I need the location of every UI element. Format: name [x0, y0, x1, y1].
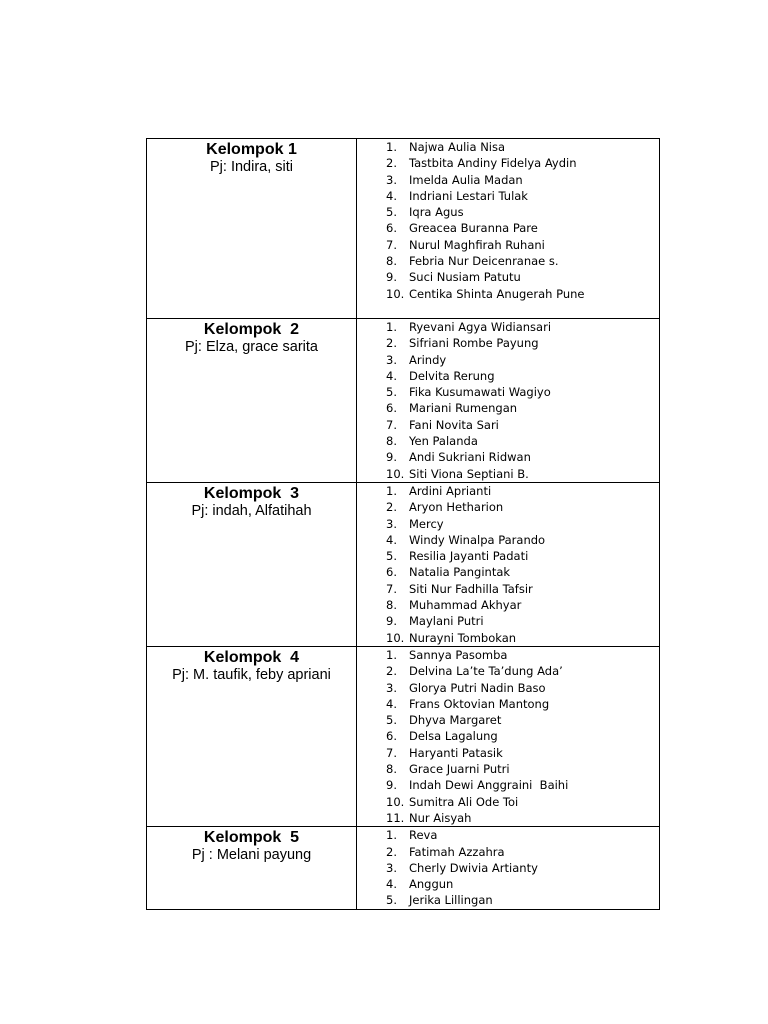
group-members-cell [357, 139, 660, 319]
member-name: Cherly Dwivia Artianty [409, 860, 538, 875]
member-list-item [357, 155, 659, 171]
member-list-item [357, 384, 659, 400]
member-name: Jerika Lillingan [409, 893, 493, 908]
member-name: Febria Nur Deicenranae s. [409, 254, 559, 269]
member-list-item [357, 680, 659, 696]
member-list-item [357, 516, 659, 532]
member-name: Mercy [409, 516, 444, 531]
member-name: Delvita Rerung [409, 368, 495, 383]
member-list-item [357, 647, 659, 663]
member-name: Arindy [409, 352, 447, 367]
member-list-item [357, 827, 659, 843]
member-list-item [357, 597, 659, 613]
member-name: Resilia Jayanti Padati [409, 549, 529, 564]
member-name: Ryevani Agya Widiansari [409, 320, 552, 334]
member-list-item [357, 630, 659, 646]
member-list-item [357, 172, 659, 188]
group-info-cell [147, 827, 357, 909]
member-number: 10. [386, 794, 405, 809]
member-list-item [357, 564, 659, 580]
member-list-item [357, 777, 659, 793]
member-list [357, 827, 659, 908]
member-number: 2. [386, 336, 397, 351]
member-name: Glorya Putri Nadin Baso [409, 680, 546, 695]
member-list-item [357, 269, 659, 285]
group-members-cell [357, 483, 660, 647]
member-number: 3. [386, 352, 397, 367]
member-name: Reva [409, 828, 438, 843]
member-number: 10. [386, 466, 405, 481]
member-number: 1. [386, 648, 397, 662]
member-number: 2. [386, 156, 397, 171]
group-row [147, 647, 660, 827]
group-row [147, 827, 660, 909]
member-number: 5. [386, 205, 397, 220]
group-row [147, 319, 660, 483]
groups-table [146, 138, 660, 910]
member-number: 1. [386, 140, 397, 154]
member-number: 8. [386, 434, 397, 449]
member-number: 3. [386, 516, 397, 531]
member-list-item [357, 728, 659, 744]
member-number: 5. [386, 713, 397, 728]
member-name: Anggun [409, 877, 454, 892]
group-info-cell [147, 647, 357, 827]
member-name: Mariani Rumengan [409, 401, 518, 416]
member-list-item [357, 499, 659, 515]
member-name: Indriani Lestari Tulak [409, 188, 528, 203]
member-name: Nurul Maghfirah Ruhani [409, 237, 545, 252]
member-number: 10. [386, 630, 405, 645]
member-name: Sumitra Ali Ode Toi [409, 794, 519, 809]
member-name: Yen Palanda [409, 434, 478, 449]
member-number: 5. [386, 385, 397, 400]
member-list-item [357, 892, 659, 908]
member-list-item [357, 352, 659, 368]
member-name: Tastbita Andiny Fidelya Aydin [409, 156, 577, 171]
group-pj: Pj: Elza, grace sarita [185, 339, 318, 355]
member-list-item [357, 876, 659, 892]
member-list [357, 647, 659, 826]
member-number: 4. [386, 877, 397, 892]
group-members-cell [357, 647, 660, 827]
member-list-item [357, 400, 659, 416]
member-number: 1. [386, 320, 397, 334]
member-number: 3. [386, 172, 397, 187]
group-pj: Pj: Indira, siti [210, 159, 293, 175]
member-number: 4. [386, 532, 397, 547]
member-name: Najwa Aulia Nisa [409, 140, 506, 154]
group-members-cell [357, 827, 660, 909]
member-number: 6. [386, 565, 397, 580]
member-number: 2. [386, 664, 397, 679]
member-number: 4. [386, 188, 397, 203]
member-number: 10. [386, 286, 405, 301]
member-number: 9. [386, 614, 397, 629]
member-number: 5. [386, 893, 397, 908]
member-name: Frans Oktovian Mantong [409, 696, 550, 711]
member-list-item [357, 433, 659, 449]
member-list-item [357, 696, 659, 712]
member-number: 4. [386, 696, 397, 711]
group-pj: Pj: indah, Alfatihah [191, 503, 312, 519]
member-name: Siti Nur Fadhilla Tafsir [409, 581, 533, 596]
member-name: Aryon Hetharion [409, 500, 504, 515]
group-pj: Pj : Melani payung [191, 847, 312, 864]
member-number: 7. [386, 237, 397, 252]
member-name: Haryanti Patasik [409, 745, 503, 760]
member-list-item [357, 844, 659, 860]
member-list-item [357, 449, 659, 465]
member-number: 6. [386, 221, 397, 236]
member-name: Fatimah Azzahra [409, 844, 505, 859]
member-list-item [357, 663, 659, 679]
member-name: Imelda Aulia Madan [409, 172, 523, 187]
member-list-item [357, 237, 659, 253]
member-number: 7. [386, 745, 397, 760]
member-list-item [357, 335, 659, 351]
member-name: Windy Winalpa Parando [409, 532, 546, 547]
group-pj: Pj: M. taufik, feby apriani [172, 667, 331, 683]
member-list-item [357, 745, 659, 761]
member-name: Suci Nusiam Patutu [409, 270, 521, 285]
group-title: Kelompok 4 [203, 649, 300, 666]
member-name: Maylani Putri [409, 614, 484, 629]
member-name: Ardini Aprianti [409, 484, 492, 498]
member-number: 3. [386, 860, 397, 875]
group-title: Kelompok 1 [206, 141, 297, 158]
member-list-item [357, 794, 659, 810]
member-name: Dhyva Margaret [409, 713, 502, 728]
group-row [147, 139, 660, 319]
member-name: Natalia Pangintak [409, 565, 511, 580]
member-number: 8. [386, 254, 397, 269]
member-number: 1. [386, 484, 397, 498]
member-list-item [357, 466, 659, 482]
member-name: Delvina La’te Ta’dung Ada’ [409, 664, 563, 679]
member-list-item [357, 139, 659, 155]
member-name: Sifriani Rombe Payung [409, 336, 539, 351]
member-list [357, 483, 659, 646]
group-info-cell [147, 139, 357, 319]
member-list-item [357, 286, 659, 302]
member-name: Centika Shinta Anugerah Pune [409, 286, 585, 301]
member-name: Fani Novita Sari [409, 417, 499, 432]
member-name: Delsa Lagalung [409, 729, 498, 744]
member-list-item [357, 319, 659, 335]
member-list-item [357, 417, 659, 433]
member-number: 1. [386, 828, 397, 843]
member-name: Muhammad Akhyar [409, 598, 522, 613]
member-list [357, 139, 659, 302]
member-number: 7. [386, 417, 397, 432]
group-title: Kelompok 2 [203, 321, 300, 338]
group-info-cell [147, 319, 357, 483]
member-name: Sannya Pasomba [409, 648, 508, 662]
member-name: Grace Juarni Putri [409, 762, 510, 777]
member-number: 3. [386, 680, 397, 695]
member-number: 6. [386, 729, 397, 744]
member-name: Greacea Buranna Pare [409, 221, 538, 236]
member-number: 8. [386, 598, 397, 613]
member-number: 6. [386, 401, 397, 416]
member-list-item [357, 548, 659, 564]
group-title: Kelompok 3 [203, 485, 300, 502]
member-name: Nur Aisyah [409, 810, 472, 825]
member-list-item [357, 810, 659, 826]
group-row [147, 483, 660, 647]
member-list-item [357, 761, 659, 777]
groups-table-body [147, 139, 660, 910]
member-list-item [357, 712, 659, 728]
member-list-item [357, 532, 659, 548]
group-members-cell [357, 319, 660, 483]
member-name: Siti Viona Septiani B. [409, 466, 529, 481]
member-list-item [357, 253, 659, 269]
member-list-item [357, 581, 659, 597]
member-name: Indah Dewi Anggraini Baihi [409, 778, 569, 793]
member-list-item [357, 188, 659, 204]
member-number: 11. [386, 810, 405, 825]
member-list-item [357, 368, 659, 384]
member-list-item [357, 860, 659, 876]
member-list [357, 319, 659, 482]
group-title: Kelompok 5 [203, 829, 300, 847]
member-list-item [357, 483, 659, 499]
member-name: Andi Sukriani Ridwan [409, 450, 531, 465]
member-number: 2. [386, 844, 397, 859]
member-number: 9. [386, 450, 397, 465]
group-info-cell [147, 483, 357, 647]
member-number: 7. [386, 581, 397, 596]
member-name: Nurayni Tombokan [409, 630, 517, 645]
member-list-item [357, 220, 659, 236]
member-number: 4. [386, 368, 397, 383]
member-list-item [357, 613, 659, 629]
member-number: 2. [386, 500, 397, 515]
member-number: 5. [386, 549, 397, 564]
member-name: Fika Kusumawati Wagiyo [409, 385, 551, 400]
member-number: 9. [386, 270, 397, 285]
member-number: 9. [386, 778, 397, 793]
member-name: Iqra Agus [409, 205, 464, 220]
member-number: 8. [386, 762, 397, 777]
member-list-item [357, 204, 659, 220]
